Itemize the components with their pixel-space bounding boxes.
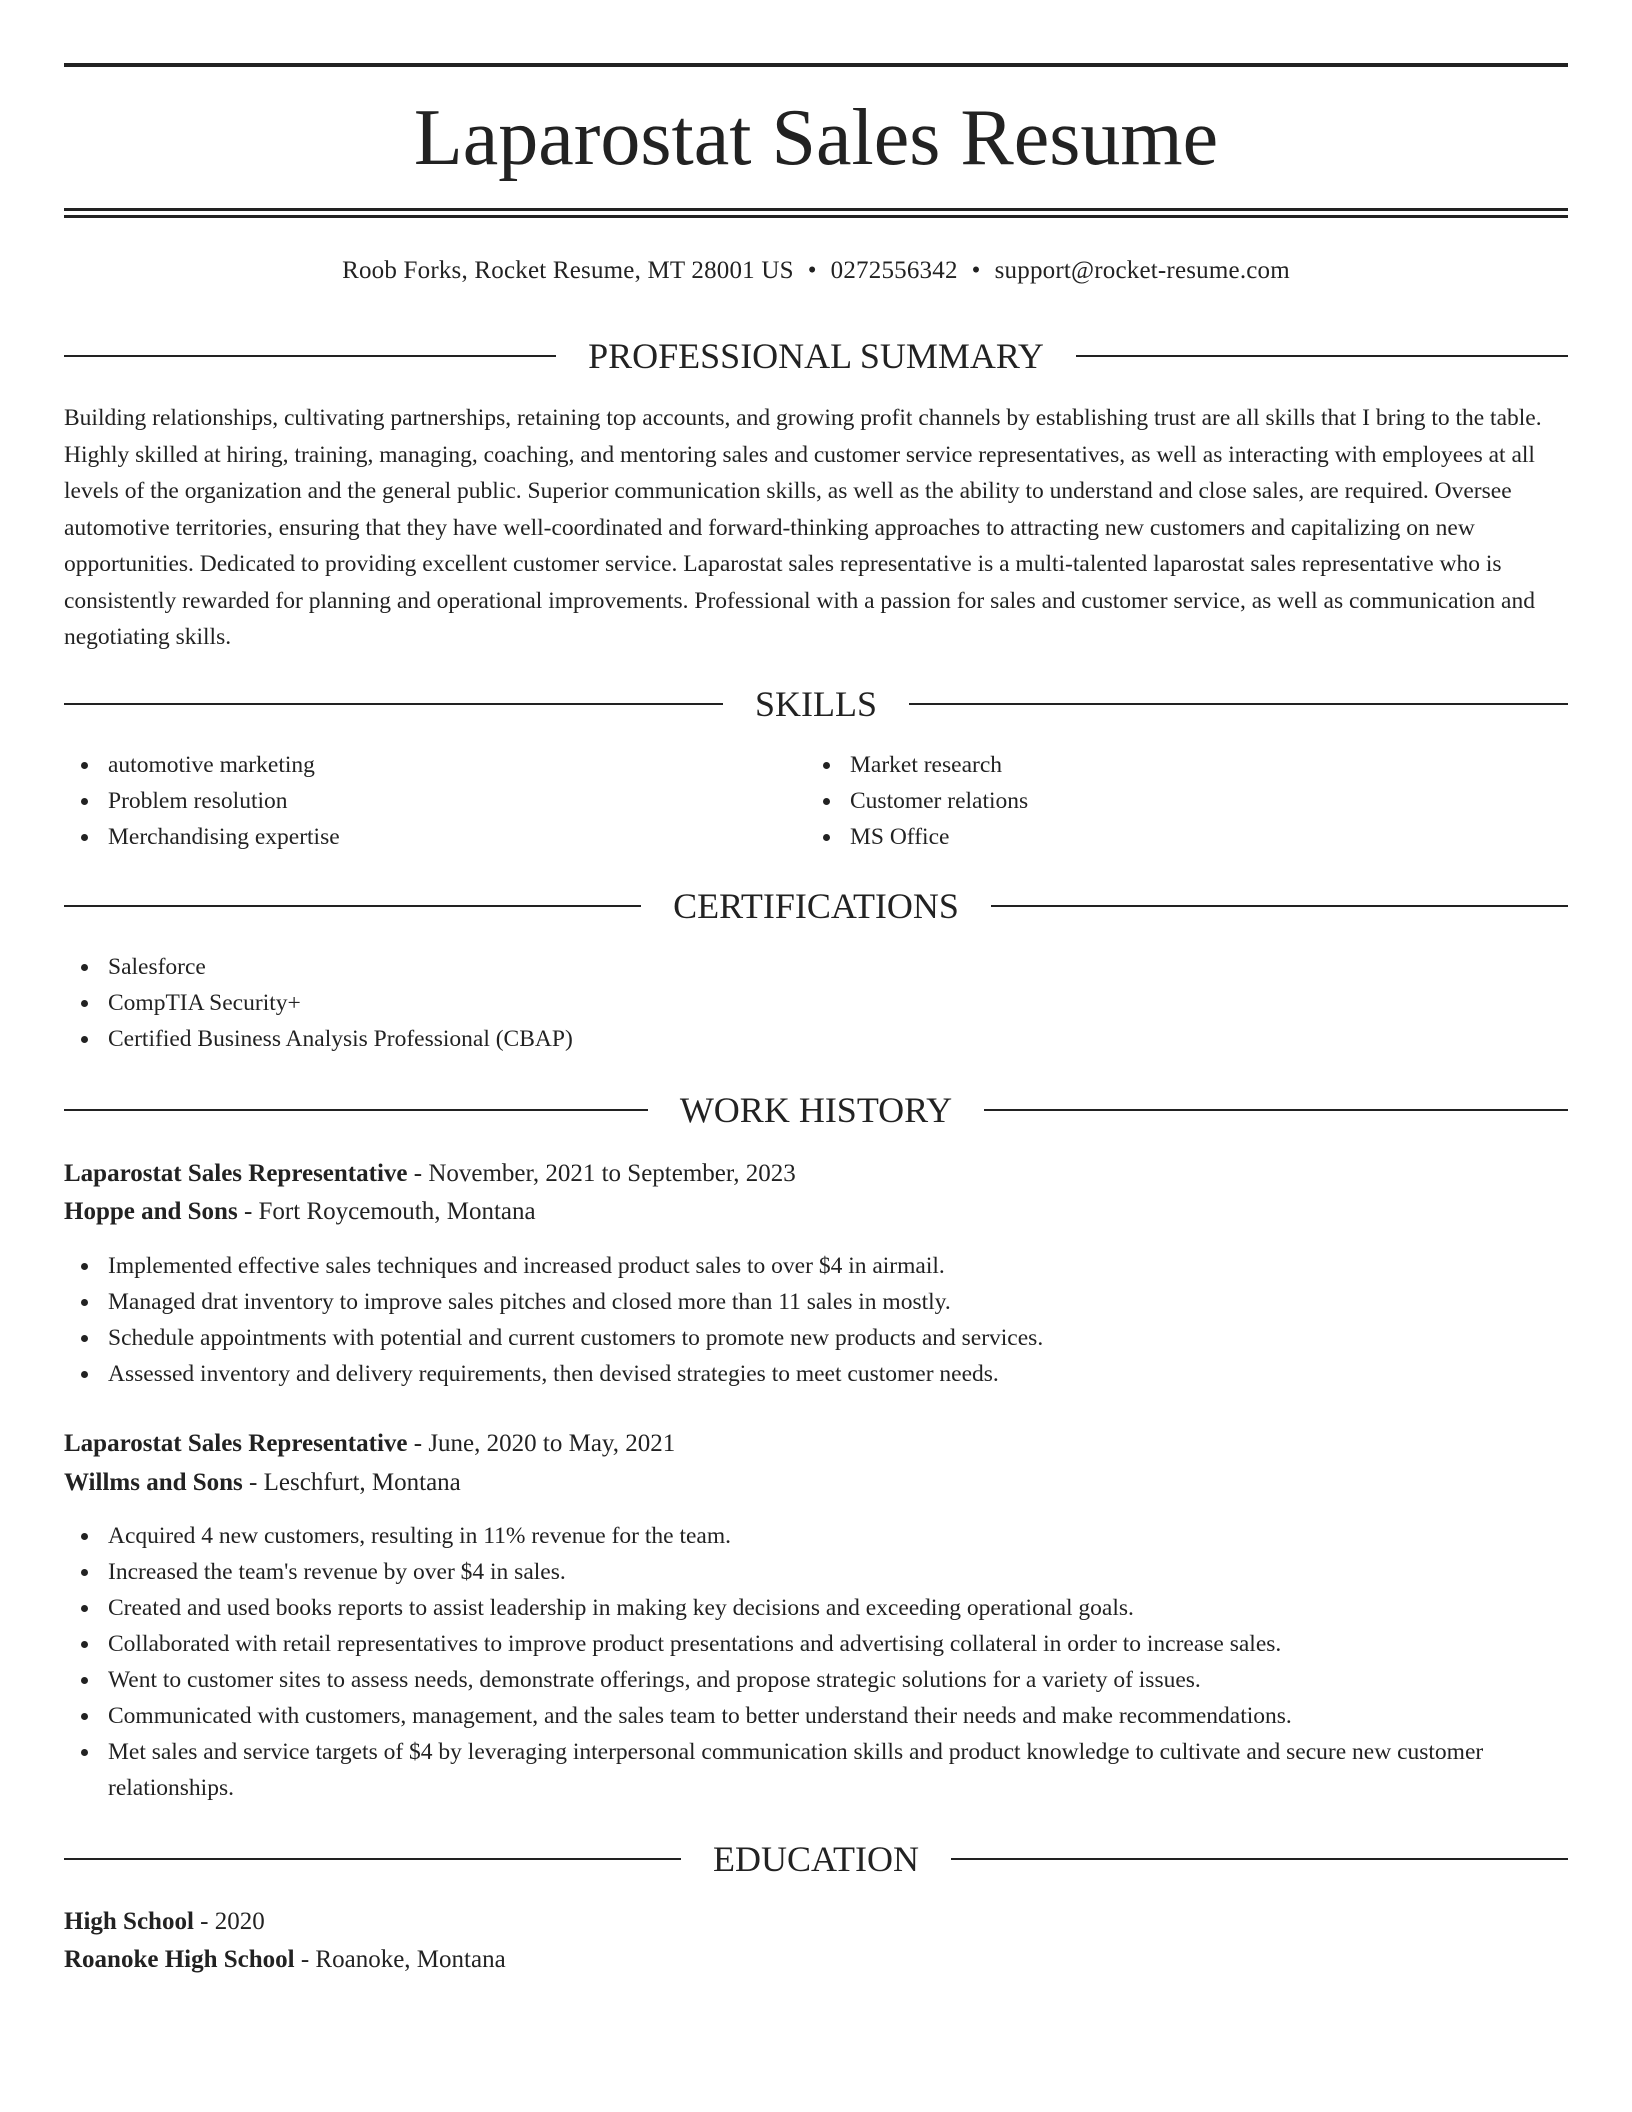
certifications-list bbox=[64, 949, 1568, 1057]
certification-item: Certified Business Analysis Professional (CBAP) bbox=[64, 1021, 1568, 1057]
heading-rule bbox=[64, 1109, 648, 1111]
job-company: Willms and Sons bbox=[64, 1469, 243, 1496]
job-bullet: Went to customer sites to assess needs, demonstrate offerings, and propose strategic solutions for a variety of issues. bbox=[64, 1662, 1544, 1698]
contact-email: support@rocket-resume.com bbox=[994, 257, 1290, 284]
job-bullet: Managed drat inventory to improve sales pitches and closed more than 11 sales in mostly. bbox=[64, 1284, 1568, 1320]
heading-rule bbox=[64, 1858, 681, 1860]
work-history-heading bbox=[64, 1090, 1568, 1130]
job-bullet: Assessed inventory and delivery requirements, then devised strategies to meet customer needs. bbox=[64, 1356, 1568, 1392]
certifications-heading-label: CERTIFICATIONS bbox=[673, 886, 959, 926]
job-title: Laparostat Sales Representative bbox=[64, 1430, 408, 1457]
job-title-line bbox=[64, 1155, 796, 1193]
skills-heading bbox=[64, 684, 1568, 724]
education-year: - 2020 bbox=[193, 1908, 265, 1935]
education-degree: High School bbox=[64, 1908, 194, 1935]
job-bullet: Schedule appointments with potential and current customers to promote new products and services. bbox=[64, 1320, 1568, 1356]
contact-phone: 0272556342 bbox=[830, 257, 958, 284]
summary-heading bbox=[64, 336, 1568, 376]
summary-heading-label: PROFESSIONAL SUMMARY bbox=[588, 336, 1044, 376]
job-company: Hoppe and Sons bbox=[64, 1198, 238, 1225]
heading-rule bbox=[64, 703, 723, 705]
job-bullet: Increased the team's revenue by over $4 in sales. bbox=[64, 1554, 1544, 1590]
job-title-line bbox=[64, 1425, 675, 1463]
skill-item: Merchandising expertise bbox=[64, 819, 804, 855]
education-location: - Roanoke, Montana bbox=[294, 1946, 506, 1973]
education-school-line bbox=[64, 1941, 506, 1979]
title-rule-upper bbox=[64, 208, 1568, 211]
certification-item: Salesforce bbox=[64, 949, 1568, 985]
skills-heading-label: SKILLS bbox=[755, 684, 878, 724]
certification-item: CompTIA Security+ bbox=[64, 985, 1568, 1021]
education-heading-label: EDUCATION bbox=[713, 1839, 919, 1879]
resume-title: Laparostat Sales Resume bbox=[413, 94, 1219, 182]
job-bullet: Collaborated with retail representatives to improve product presentations and advertising collateral in order to increase sales. bbox=[64, 1626, 1544, 1662]
job-bullet: Created and used books reports to assist leadership in making key decisions and exceeding operational goals. bbox=[64, 1590, 1544, 1626]
job-location: - Fort Roycemouth, Montana bbox=[237, 1198, 536, 1225]
heading-rule bbox=[64, 355, 556, 357]
heading-rule bbox=[951, 1858, 1568, 1860]
education-heading bbox=[64, 1839, 1568, 1879]
heading-rule bbox=[984, 1109, 1568, 1111]
heading-rule bbox=[909, 703, 1568, 705]
top-rule bbox=[64, 63, 1568, 67]
skills-list-right bbox=[806, 747, 1546, 855]
job-company-line bbox=[64, 1464, 461, 1502]
job-bullets bbox=[64, 1248, 1568, 1392]
job-bullet: Implemented effective sales techniques and increased product sales to over $4 in airmail. bbox=[64, 1248, 1568, 1284]
contact-address: Roob Forks, Rocket Resume, MT 28001 US bbox=[342, 257, 794, 284]
skill-item: Problem resolution bbox=[64, 783, 804, 819]
summary-text: Building relationships, cultivating partnerships, retaining top accounts, and growing profit channels by establishing trust are all skills that I bring to the table. Highly skilled at hiring, training, managing, coaching, and mentoring sales and customer service representatives, as well as interacting with employees at all levels of the organization and the general public. Superior communication skills, as well as the ability to understand and close sales, are required. Oversee automotive territories, ensuring that they have well-coordinated and forward-thinking approaches to attracting new customers and capitalizing on new opportunities. Dedicated to providing excellent customer service. Laparostat sales representative is a multi-talented laparostat sales representative who is consistently rewarded for planning and operational improvements. Professional with a passion for sales and customer service, as well as communication and negotiating skills. bbox=[64, 405, 1542, 650]
job-bullet: Communicated with customers, management, and the sales team to better understand their needs and make recommendations. bbox=[64, 1698, 1544, 1734]
job-location: - Leschfurt, Montana bbox=[242, 1469, 461, 1496]
job-title: Laparostat Sales Representative bbox=[64, 1160, 408, 1187]
contact-separator: • bbox=[971, 257, 981, 284]
skill-item: automotive marketing bbox=[64, 747, 804, 783]
education-degree-line bbox=[64, 1903, 265, 1941]
job-company-line bbox=[64, 1193, 536, 1231]
heading-rule bbox=[991, 905, 1568, 907]
job-bullet: Met sales and service targets of $4 by leveraging interpersonal communication skills and product knowledge to cultivate and secure new customer relationships. bbox=[64, 1734, 1544, 1806]
skill-item: Market research bbox=[806, 747, 1546, 783]
title-rule-lower bbox=[64, 215, 1568, 218]
education-school: Roanoke High School bbox=[64, 1946, 295, 1973]
contact-line bbox=[64, 254, 1568, 288]
certifications-heading bbox=[64, 886, 1568, 926]
skills-list-left bbox=[64, 747, 804, 855]
heading-rule bbox=[1076, 355, 1568, 357]
job-dates: - November, 2021 to September, 2023 bbox=[407, 1160, 796, 1187]
job-bullet: Acquired 4 new customers, resulting in 11% revenue for the team. bbox=[64, 1518, 1544, 1554]
heading-rule bbox=[64, 905, 641, 907]
contact-separator: • bbox=[807, 257, 817, 284]
work-history-heading-label: WORK HISTORY bbox=[679, 1090, 953, 1130]
job-dates: - June, 2020 to May, 2021 bbox=[407, 1430, 676, 1457]
skill-item: Customer relations bbox=[806, 783, 1546, 819]
skill-item: MS Office bbox=[806, 819, 1546, 855]
job-bullets bbox=[64, 1518, 1544, 1806]
